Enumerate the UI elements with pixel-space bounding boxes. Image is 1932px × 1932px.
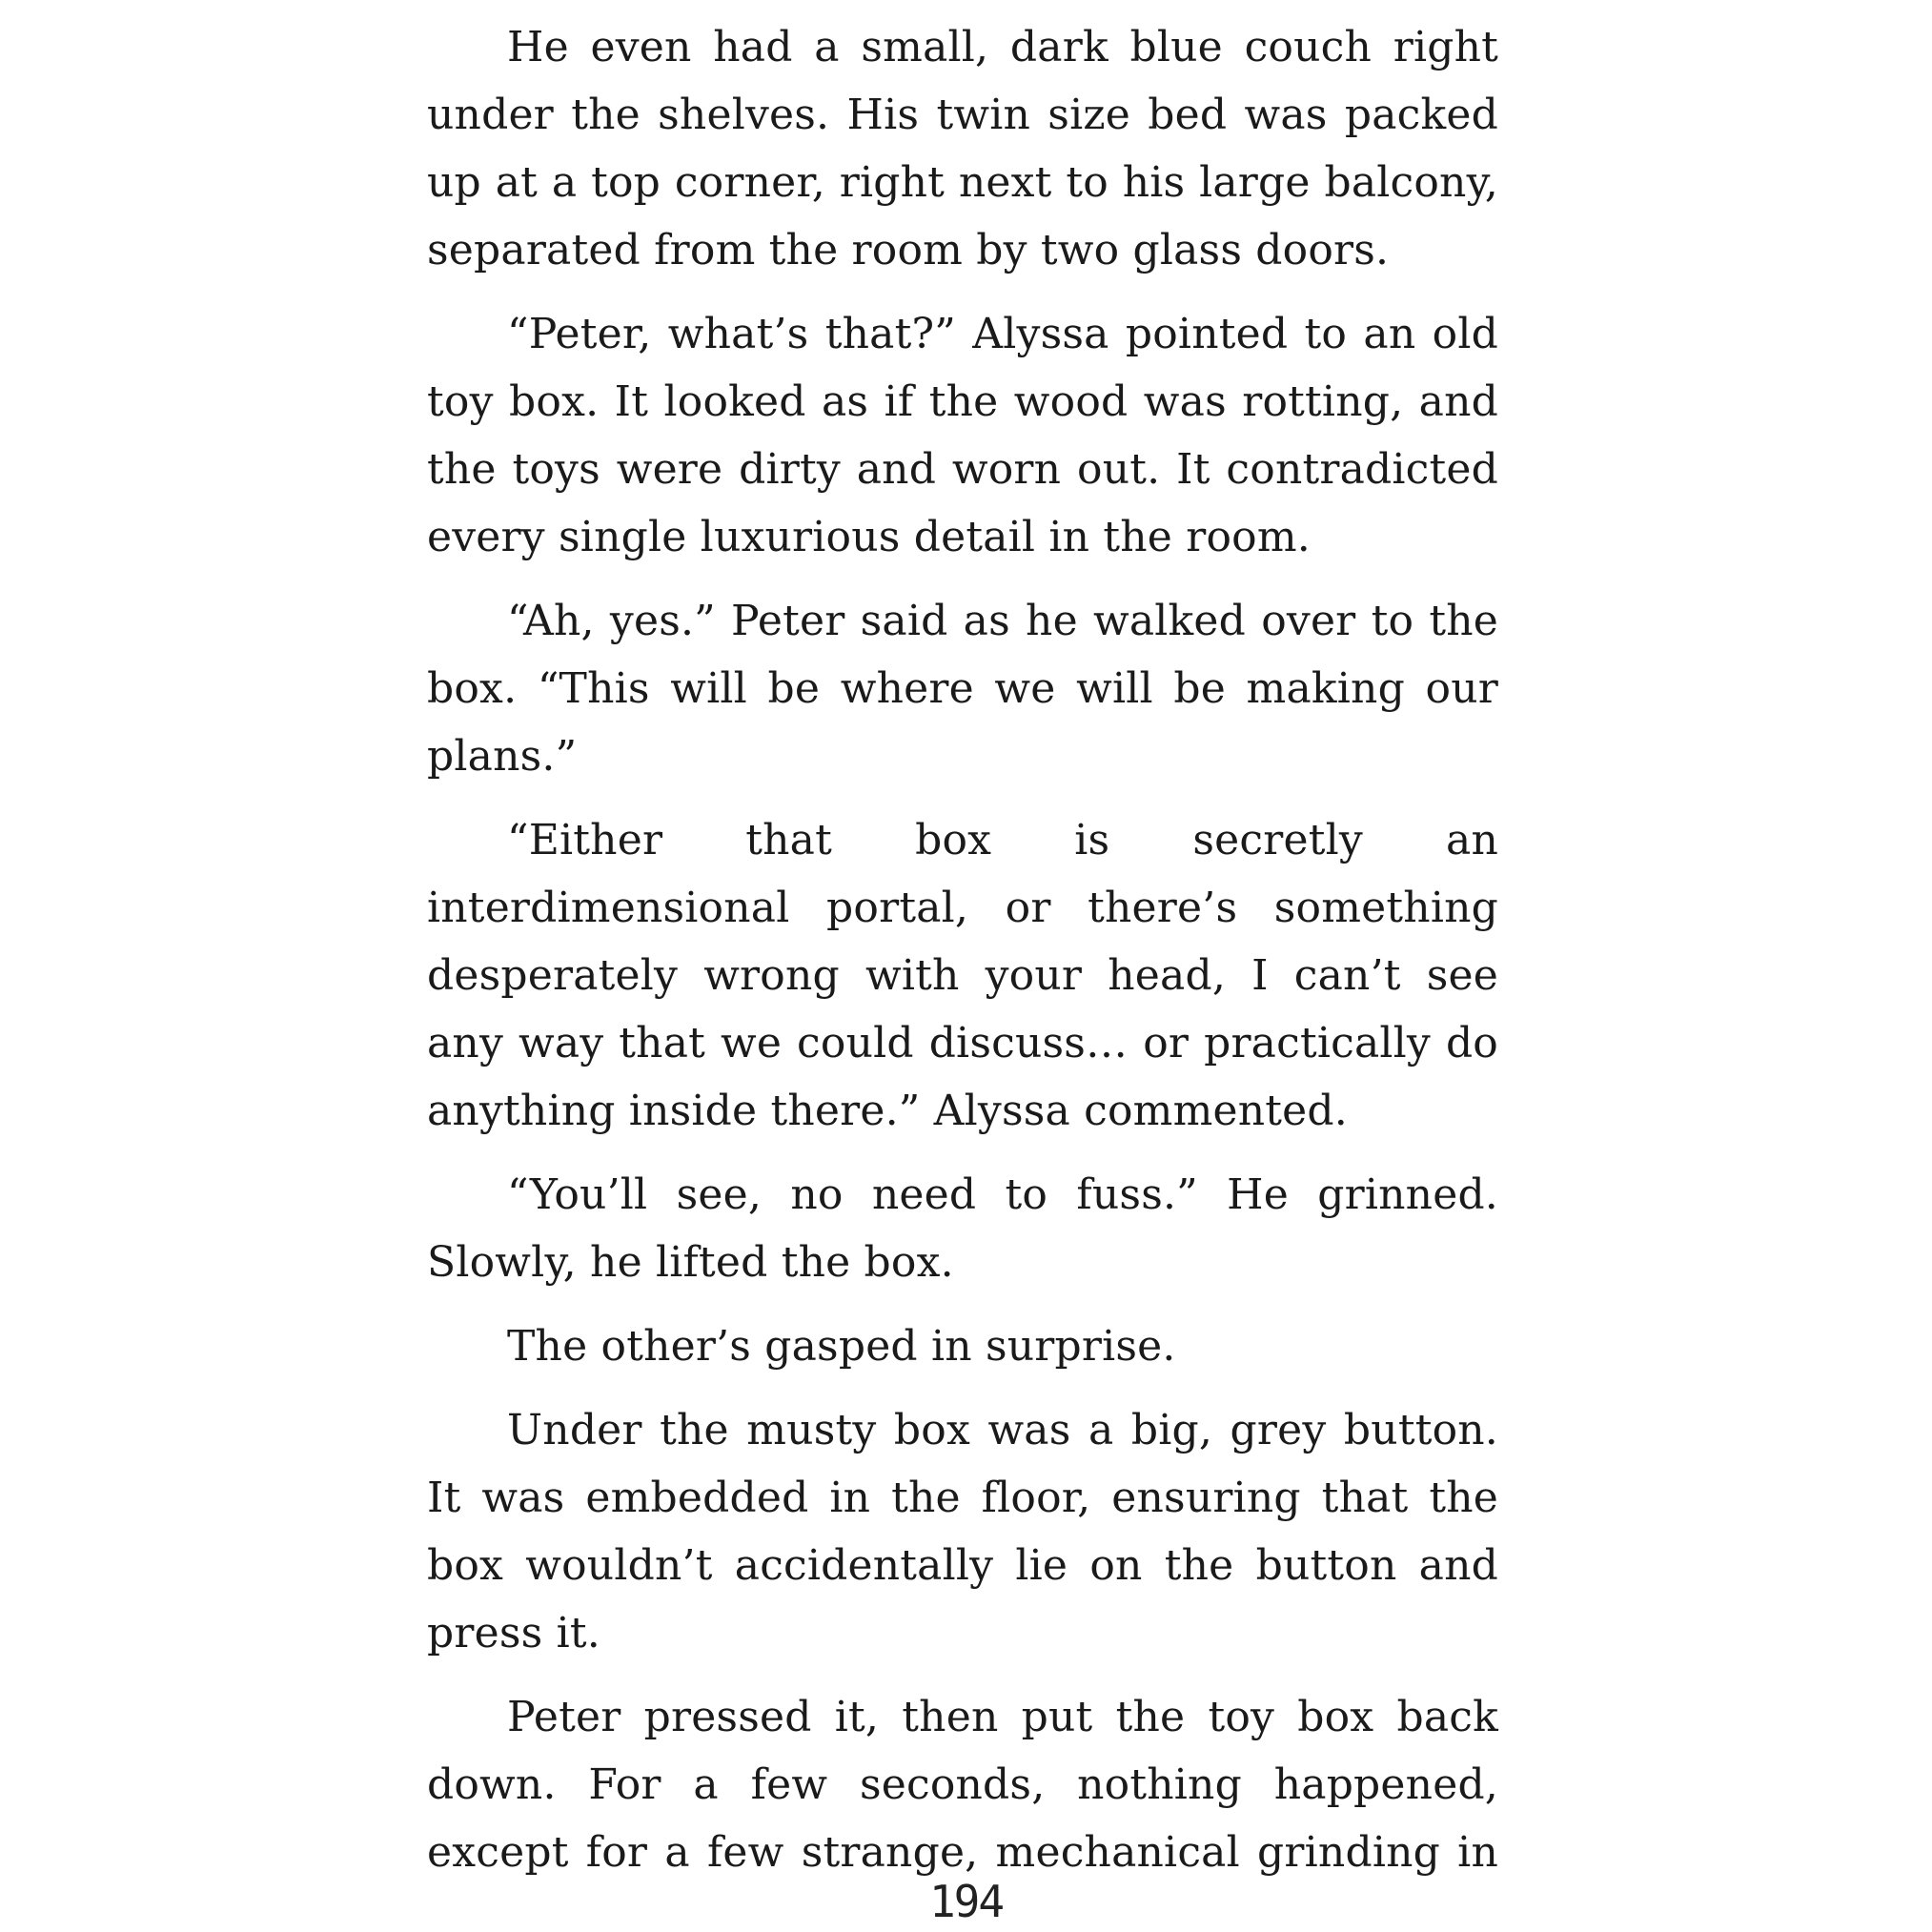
paragraph: “Ah, yes.” Peter said as he walked over to the box. “This will be where we will be making our plans.” bbox=[427, 597, 1498, 781]
paragraph: Peter pressed it, then put the toy box back down. For a few seconds, nothing happened, except for a few strange, mechanical grinding in bbox=[427, 1693, 1498, 1877]
paragraph: Under the musty box was a big, grey button. It was embedded in the floor, ensuring that the box wouldn’t accidentally lie on the button and press it. bbox=[427, 1406, 1498, 1657]
paragraph: “Either that box is secretly an interdimensional portal, or there’s something desperately wrong with your head, I can’t see any way that we could discuss… or practically do anything inside there.” Alyssa commented. bbox=[427, 816, 1498, 1135]
page-number: 194 bbox=[928, 1876, 1004, 1927]
paragraph: “Peter, what’s that?” Alyssa pointed to an old toy box. It looked as if the wood was rotting, and the toys were dirty and worn out. It contradicted every single luxurious detail in the room. bbox=[427, 310, 1498, 561]
paragraph: He even had a small, dark blue couch right under the shelves. His twin size bed was packed up at a top corner, right next to his large balcony, separated from the room by two glass doors. bbox=[427, 23, 1498, 275]
paragraph: The other’s gasped in surprise. bbox=[507, 1322, 1176, 1371]
paragraph: “You’ll see, no need to fuss.” He grinned. Slowly, he lifted the box. bbox=[427, 1170, 1498, 1287]
body-text bbox=[427, 13, 1498, 1902]
